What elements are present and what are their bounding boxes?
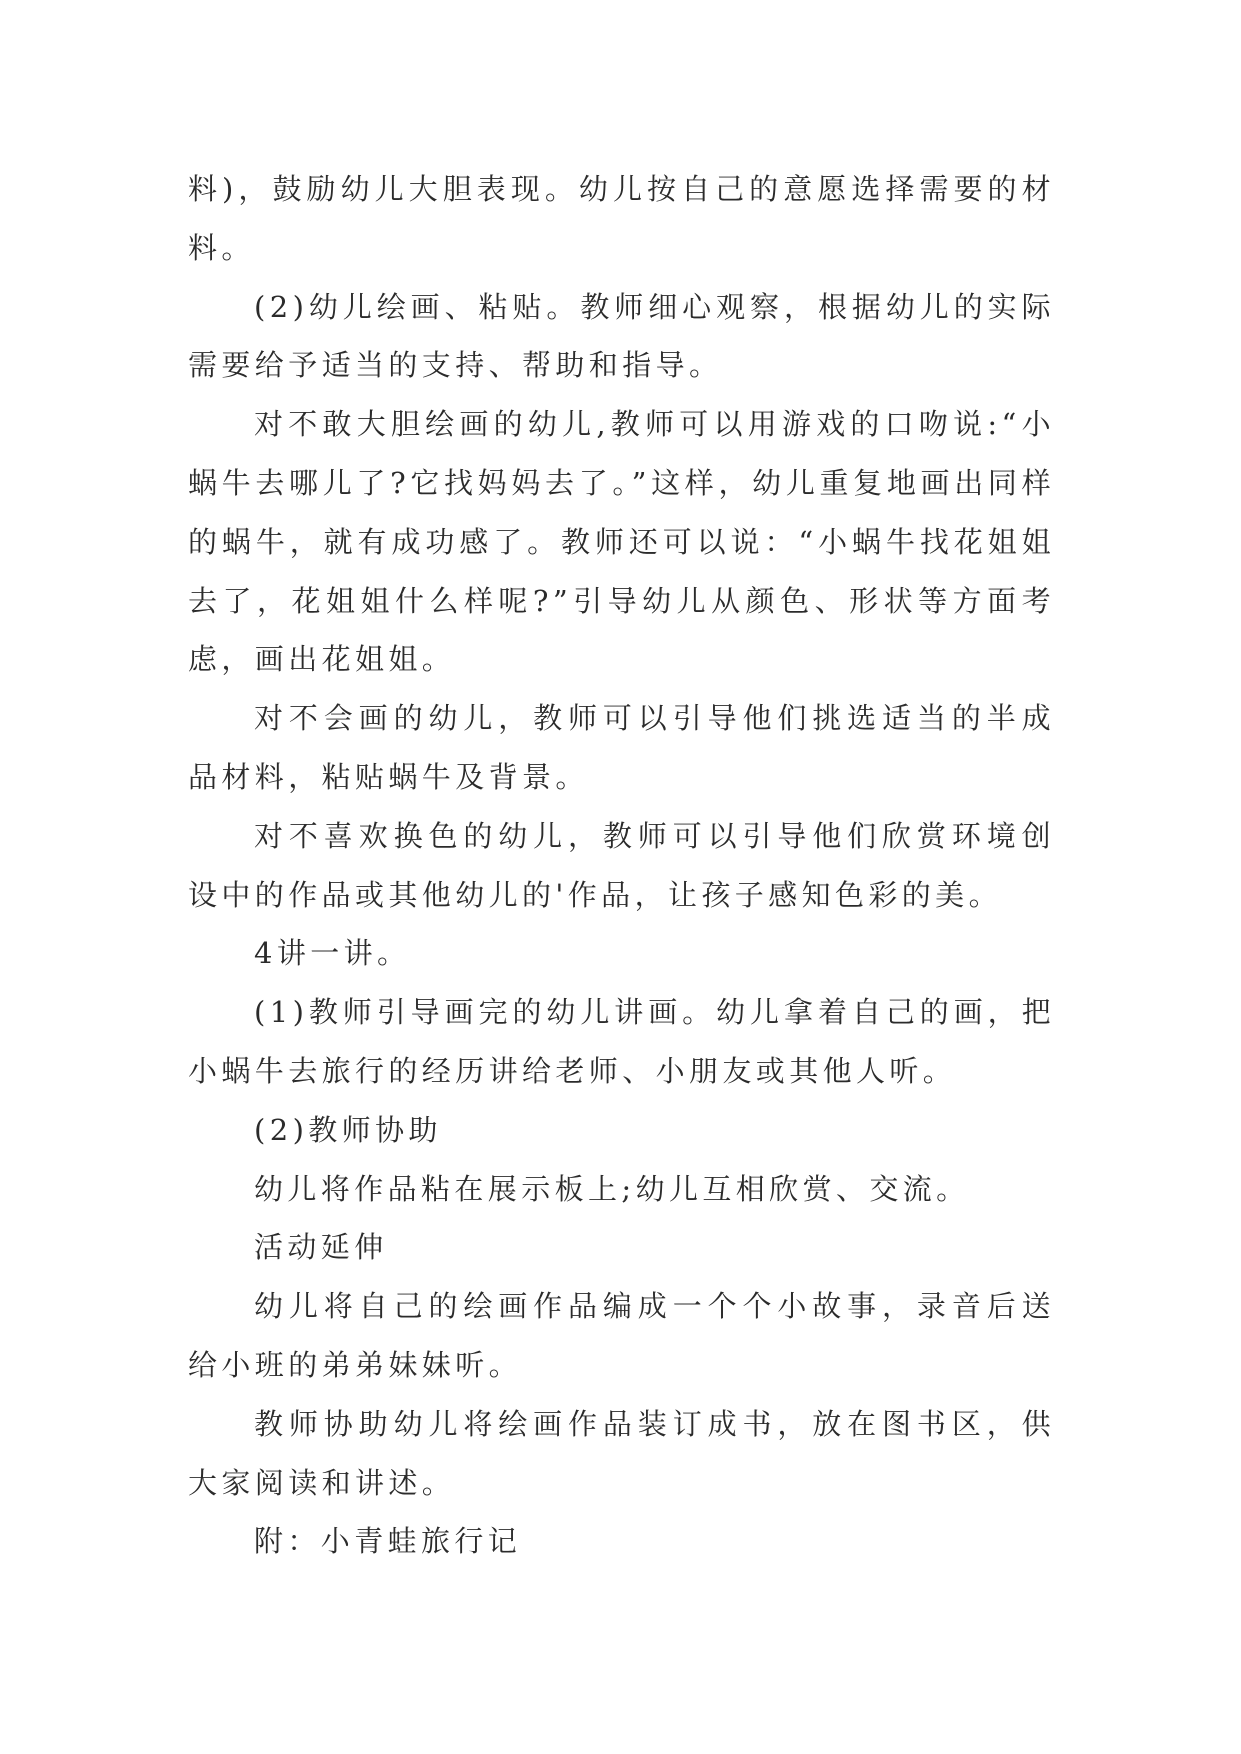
paragraph-4: 对不会画的幼儿，教师可以引导他们挑选适当的半成品材料，粘贴蜗牛及背景。 [188,701,1055,794]
paragraph-8: (2)教师协助 [254,1112,442,1147]
paragraph-12: 教师协助幼儿将绘画作品装订成书，放在图书区，供大家阅读和讲述。 [188,1406,1055,1500]
appendix-title: 附：小青蛙旅行记 [254,1524,522,1559]
document-body [188,160,1055,1571]
section-heading-4: 4讲一讲。 [254,936,411,971]
paragraph-3: 对不敢大胆绘画的幼儿,教师可以用游戏的口吻说:“小蜗牛去哪儿了?它找妈妈去了。”这样，幼儿重复地画出同样的蜗牛，就有成功感了。教师还可以说：“小蜗牛找花姐姐去了，花姐姐什么样呢?”引导幼儿从颜色、形状等方面考虑，画出花姐姐。 [188,407,1055,677]
paragraph-2: (2)幼儿绘画、粘贴。教师细心观察，根据幼儿的实际需要给予适当的支持、帮助和指导。 [188,289,1055,383]
paragraph-5: 对不喜欢换色的幼儿，教师可以引导他们欣赏环境创设中的作品或其他幼儿的'作品，让孩子感知色彩的美。 [188,818,1055,912]
paragraph-1: 料)，鼓励幼儿大胆表现。幼儿按自己的意愿选择需要的材料。 [188,172,1055,265]
paragraph-9: 幼儿将作品粘在展示板上;幼儿互相欣赏、交流。 [254,1171,970,1206]
paragraph-11: 幼儿将自己的绘画作品编成一个个小故事，录音后送给小班的弟弟妹妹听。 [188,1289,1055,1382]
paragraph-7: (1)教师引导画完的幼儿讲画。幼儿拿着自己的画，把小蜗牛去旅行的经历讲给老师、小朋友或其他人听。 [188,995,1055,1088]
section-heading-extension: 活动延伸 [254,1230,388,1265]
